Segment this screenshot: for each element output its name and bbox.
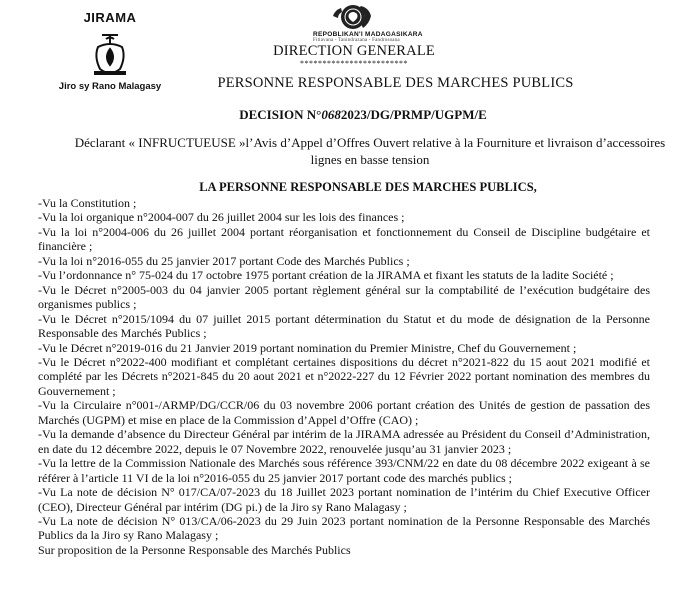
paragraph: -Vu le Décret n°2022-400 modifiant et complétant certaines dispositions du décret n°2021-822 du 15 aout 2021 modifié et complété par les Décrets n°2021-845 du 20 aout 2021 et n°2022-227 du 12 Février 2022 portant nomination des membres du Gouvernement ; <box>38 354 650 398</box>
decision-reference <box>0 107 696 123</box>
paragraph: -Vu la loi n°2016-055 du 25 janvier 2017 portant Code des Marchés Publics ; <box>38 253 410 268</box>
section-heading: LA PERSONNE RESPONSABLE DES MARCHES PUBLICS, <box>199 180 537 194</box>
paragraph: -Vu la lettre de la Commission Nationale des Marchés sous référence 393/CNM/22 en date du 08 décembre 2022 exigeant à se référer à l’article 11 VI de la loi n°2016-055 du 25 janvier 2017 portant code des marchés publics ; <box>38 456 650 485</box>
brand-tagline: Jiro sy Rano Malagasy <box>58 81 162 92</box>
paragraph: -Vu la loi organique n°2004-007 du 26 juillet 2004 sur les lois des finances ; <box>38 210 405 225</box>
declarant-subject: Déclarant « INFRUCTUEUSE »l’Avis d’Appel d’Offres Ouvert relative à la Fourniture et livraison d’accessoires lignes en basse tension <box>74 135 666 167</box>
republic-emblem-block <box>313 2 423 43</box>
paragraph: -Vu le Décret n°2019-016 du 21 Janvier 2019 portant nomination du Premier Ministre, Chef du Gouvernement ; <box>38 340 577 355</box>
decision-number: 068 <box>321 107 341 122</box>
paragraph: -Vu la Constitution ; <box>38 196 137 210</box>
paragraph: -Vu la loi n°2004-006 du 26 juillet 2004 portant réorganisation et fonctionnement du Conseil de Discipline budgétaire et financière ; <box>38 224 650 254</box>
republic-name: REPOBLIKAN'I MADAGASIKARA <box>313 31 423 38</box>
prmp-title: PERSONNE RESPONSABLE DES MARCHES PUBLICS <box>217 75 574 91</box>
paragraph: -Vu le Décret n°2005-003 du 04 janvier 2005 portant règlement général sur la comptabilité de l’exécution budgétaire des organismes publics ; <box>38 282 650 312</box>
decision-suffix: 2023/DG/PRMP/UGPM/E <box>340 107 487 122</box>
republic-motto: Fitiavana - Tanindrazana - Fandrosoana <box>313 38 400 43</box>
paragraph: -Vu La note de décision N° 017/CA/07-2023 du 18 Juillet 2023 portant nomination de l’intérim du Chief Executive Officer (CEO), Directeur Général par intérim (DG pi.) de la Jiro sy Rano Malagasy ; <box>38 485 650 514</box>
decision-prefix: DECISION N° <box>239 107 322 122</box>
paragraph: -Vu la Circulaire n°001-/ARMP/DG/CCR/06 du 03 novembre 2006 portant création des Unités de gestion de passation des Marchés (UGPM) et mise en place de la Commission d’Appel d’Offre (CAO) ; <box>38 398 650 427</box>
paragraph: Sur proposition de la Personne Responsable des Marchés Publics <box>38 542 351 557</box>
brand-name: JIRAMA <box>83 10 137 25</box>
paragraph: -Vu l’ordonnance n° 75-024 du 17 octobre 1975 portant création de la JIRAMA et fixant les statuts de la ladite Société ; <box>38 268 614 283</box>
direction-title: DIRECTION GENERALE <box>273 43 435 59</box>
stars-divider: ************************ <box>300 59 408 68</box>
paragraph: -Vu La note de décision N° 013/CA/06-2023 du 29 Juin 2023 portant nomination de la Personne Responsable des Marchés Publics da la Jiro sy Rano Malagasy ; <box>38 513 650 543</box>
considerations-list <box>38 196 650 557</box>
republic-emblem-icon <box>331 2 375 32</box>
paragraph: -Vu la demande d’absence du Directeur Général par intérim de la JIRAMA adressée au Président du Conseil d’Administration, en date du 12 décembre 2022, depuis le 07 Novembre 2022, renouvelée jusqu’au 31 janvier 2023 ; <box>38 427 650 456</box>
paragraph: -Vu le Décret n°2015/1094 du 07 juillet 2015 portant détermination du Statut et du mode de désignation de la Personne Responsable des Marchés Publics ; <box>38 311 650 341</box>
